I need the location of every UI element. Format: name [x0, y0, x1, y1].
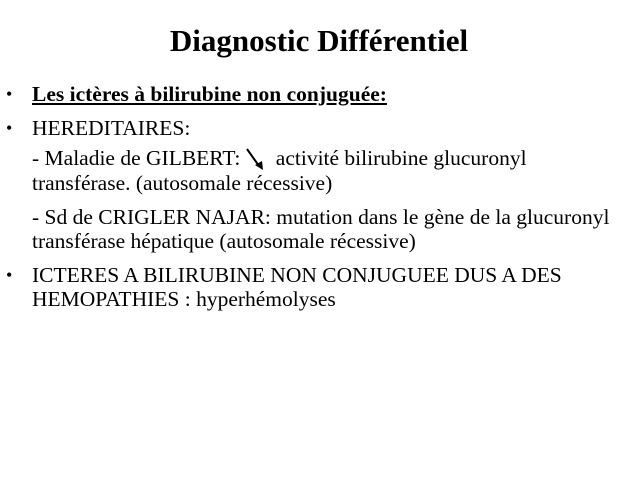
down-arrow-icon	[242, 147, 268, 171]
bullet-item-hemopathies	[0, 263, 592, 311]
sub-item-suffix: activité bilirubine glucuronyl transférase. (autosomale récessive)	[32, 146, 527, 195]
bullet-text: ICTERES A BILIRUBINE NON CONJUGUEE DUS A DES HEMOPATHIES : hyperhémolyses	[32, 263, 562, 311]
bullet-dot-icon: •	[6, 84, 13, 104]
bullet-dot-icon: •	[6, 118, 13, 138]
sub-item-prefix: - Maladie de GILBERT:	[32, 146, 241, 170]
bullet-text: Les ictères à bilirubine non conjuguée:	[32, 82, 387, 106]
sub-item-crigler-najar	[0, 205, 612, 253]
bullet-item-unconjugated	[0, 82, 638, 106]
sub-item-text: - Sd de CRIGLER NAJAR: mutation dans le gène de la glucuronyl transférase hépatique (autosomale récessive)	[32, 205, 610, 253]
bullet-item-hereditary	[0, 116, 638, 140]
slide-title: Diagnostic Différentiel	[169, 23, 469, 58]
slide-content	[0, 82, 638, 321]
bullet-dot-icon: •	[6, 265, 13, 285]
sub-item-gilbert	[0, 146, 612, 195]
bullet-text: HEREDITAIRES:	[32, 116, 191, 140]
